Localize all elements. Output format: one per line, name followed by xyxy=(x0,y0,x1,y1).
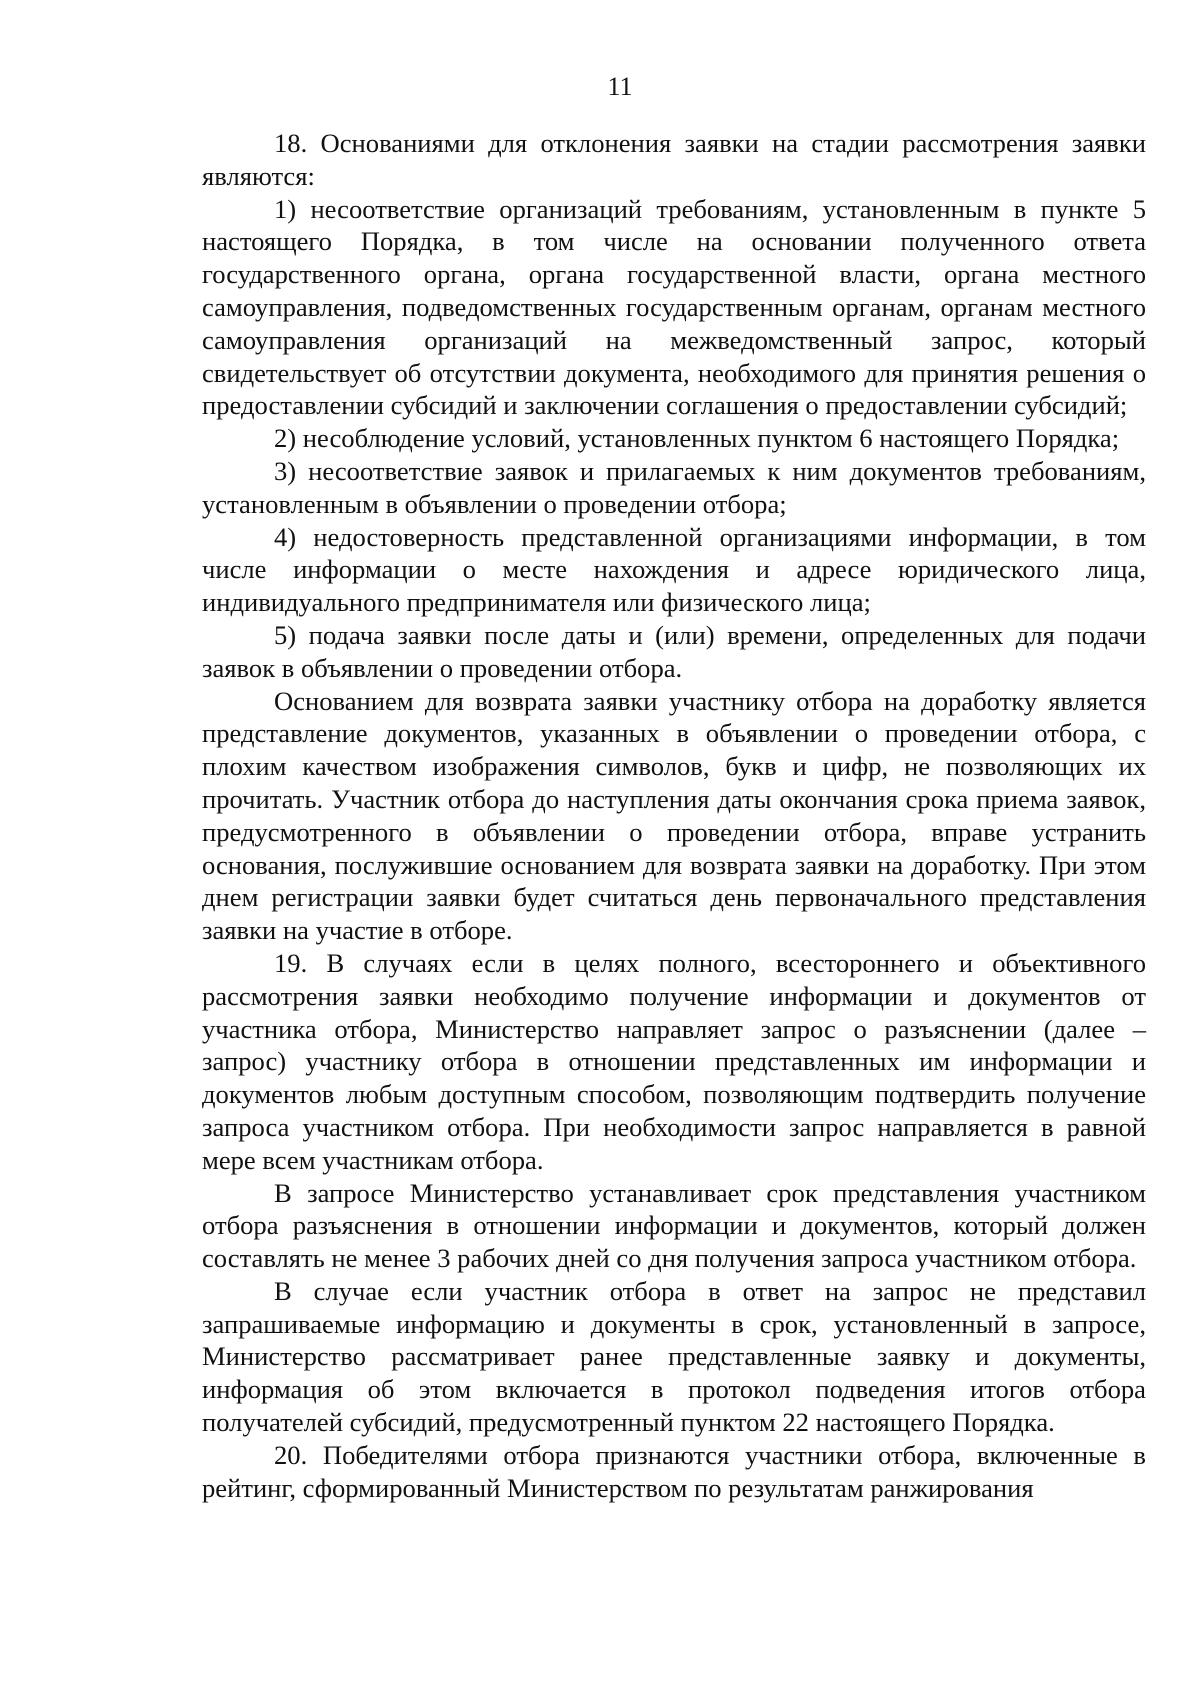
document-body xyxy=(202,127,1146,1504)
paragraph-item-18-2: 2) несоблюдение условий, установленных пунктом 6 настоящего Порядка; xyxy=(274,423,1120,454)
paragraph-item-18-3: 3) несоответствие заявок и прилагаемых к ним документов требованиям, установленным в объявлении о проведении отбора; xyxy=(202,455,1146,519)
page-number: 11 xyxy=(607,72,633,101)
paragraph-return-for-revision: Основанием для возврата заявки участнику отбора на доработку является представление документов, указанных в объявлении о проведении отбора, с плохим качеством изображения символов, букв и цифр, не позволяющих их прочитать. Участник отбора до наступления даты окончания срока приема заявок, предусмотренного в объявлении о проведении отбора, вправе устранить основания, послужившие основанием для возврата заявки на доработку. При этом днем регистрации заявки будет считаться день первоначального представления заявки на участие в отборе. xyxy=(202,685,1146,946)
paragraph-item-18-5: 5) подача заявки после даты и (или) времени, определенных для подачи заявок в объявлении о проведении отбора. xyxy=(202,619,1146,683)
paragraph-item-20: 20. Победителями отбора признаются участники отбора, включенные в рейтинг, сформированный Министерством по результатам ранжирования xyxy=(202,1439,1146,1503)
paragraph-item-18-4: 4) недостоверность представленной организациями информации, в том числе информации о месте нахождения и адресе юридического лица, индивидуального предпринимателя или физического лица; xyxy=(202,521,1146,618)
paragraph-no-response: В случае если участник отбора в ответ на запрос не представил запрашиваемые информацию и документы в срок, установленный в запросе, Министерство рассматривает ранее представленные заявку и документы, информация об этом включается в протокол подведения итогов отбора получателей субсидий, предусмотренный пунктом 22 настоящего Порядка. xyxy=(202,1275,1146,1438)
paragraph-item-18-intro: 18. Основаниями для отклонения заявки на стадии рассмотрения заявки являются: xyxy=(202,128,1146,191)
paragraph-item-19: 19. В случаях если в целях полного, всестороннего и объективного рассмотрения заявки необходимо получение информации и документов от участника отбора, Министерство направляет запрос о разъяснении (далее – запрос) участнику отбора в отношении представленных им информации и документов любым доступным способом, позволяющим подтвердить получение запроса участником отбора. При необходимости запрос направляется в равной мере всем участникам отбора. xyxy=(202,947,1146,1175)
paragraph-item-18-1: 1) несоответствие организаций требованиям, установленным в пункте 5 настоящего Порядка, в том числе на основании полученного ответа государственного органа, органа государственной власти, органа местного самоуправления, подведомственных государственным органам, органам местного самоуправления организаций на межведомственный запрос, который свидетельствует об отсутствии документа, необходимого для принятия решения о предоставлении субсидий и заключении соглашения о предоставлении субсидий; xyxy=(202,193,1146,421)
paragraph-request-deadline: В запросе Министерство устанавливает срок представления участником отбора разъяснения в отношении информации и документов, который должен составлять не менее 3 рабочих дней со дня получения запроса участником отбора. xyxy=(202,1177,1146,1274)
